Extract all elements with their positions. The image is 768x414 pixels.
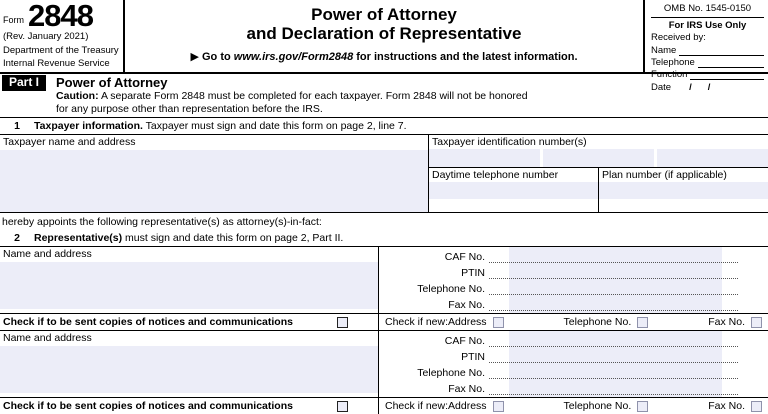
form-url-link[interactable]: www.irs.gov/Form2848 — [233, 51, 354, 63]
department-line-1: Department of the Treasury — [3, 44, 119, 56]
representative-2-copies-row[interactable] — [0, 397, 378, 414]
irs-name-input[interactable] — [679, 45, 764, 56]
taxpayer-tin-input-2[interactable] — [543, 149, 654, 167]
representative-2-caf-input[interactable] — [489, 334, 738, 347]
irs-telephone-label: Telephone — [651, 57, 695, 68]
irs-function-row — [651, 68, 764, 80]
line-1-text: Taxpayer must sign and date this form on page 2, line 7. — [145, 120, 407, 132]
representative-2-new-fax-label: Fax No. — [708, 400, 746, 412]
representative-1-new-address-label: Address — [448, 316, 487, 328]
representative-1-name-address-label: Name and address — [3, 248, 92, 260]
part-1-title: Power of Attorney — [56, 75, 168, 90]
daytime-telephone-input[interactable] — [429, 182, 598, 199]
representative-1-fax-row — [379, 295, 768, 311]
irs-use-only-heading: For IRS Use Only — [668, 20, 747, 31]
representative-2-new-fax-checkbox[interactable] — [751, 401, 762, 412]
representative-1-copies-row[interactable] — [0, 313, 378, 330]
representative-1-new-fax-label: Fax No. — [708, 316, 746, 328]
representative-2-new-address-checkbox[interactable] — [493, 401, 504, 412]
taxpayer-information-block — [0, 135, 768, 213]
representative-1-copies-checkbox[interactable] — [337, 317, 348, 328]
daytime-telephone-cell — [429, 168, 599, 212]
representative-1-details — [379, 247, 768, 330]
plan-number-cell — [599, 168, 768, 212]
goto-instructions-line — [125, 50, 643, 63]
taxpayer-tin-input-3[interactable] — [657, 149, 768, 167]
representative-1-ptin-label: PTIN — [461, 267, 485, 279]
representative-2-new-telephone-label: Telephone No. — [563, 400, 632, 412]
caution-label: Caution: — [56, 90, 99, 102]
representative-1-telephone-label: Telephone No. — [417, 283, 485, 295]
representative-2-telephone-input[interactable] — [489, 366, 738, 379]
form-label: Form — [3, 15, 24, 26]
irs-telephone-row — [651, 56, 764, 68]
taxpayer-tin-inputs — [429, 149, 768, 167]
right-arrow-icon: ▶ — [190, 51, 199, 63]
caution-text-line-2: for any purpose other than representation before the IRS. — [56, 102, 323, 115]
form-title-line-1: Power of Attorney — [311, 5, 457, 24]
representative-1-caf-row — [379, 247, 768, 263]
representative-1-ptin-row — [379, 263, 768, 279]
taxpayer-name-address-input[interactable] — [0, 150, 428, 212]
irs-use-only-block — [645, 0, 768, 93]
goto-prefix: Go to — [202, 51, 231, 63]
representative-1-name-address-cell — [0, 247, 379, 330]
taxpayer-tin-label: Taxpayer identification number(s) — [432, 136, 587, 148]
form-identity-block — [0, 0, 125, 72]
representative-1-ptin-input[interactable] — [489, 266, 738, 279]
part-1-caution — [56, 90, 528, 115]
representative-1-telephone-input[interactable] — [489, 282, 738, 295]
taxpayer-tin-input-1[interactable] — [429, 149, 540, 167]
irs-function-label: Function — [651, 69, 688, 80]
taxpayer-name-address-cell — [0, 135, 429, 212]
plan-number-label: Plan number (if applicable) — [602, 169, 727, 181]
representative-2-check-if-new-row — [379, 397, 768, 414]
line-1-heading — [0, 118, 768, 135]
form-title-block — [125, 0, 645, 72]
line-2-heading — [0, 230, 768, 246]
representative-2-details — [379, 331, 768, 414]
received-by-label: Received by: — [651, 32, 706, 43]
representative-2-ptin-label: PTIN — [461, 351, 485, 363]
representative-2-ptin-input[interactable] — [489, 350, 738, 363]
line-2-number: 2 — [14, 232, 20, 244]
representative-1-name-address-input[interactable] — [0, 262, 378, 309]
representative-2-name-address-cell — [0, 331, 379, 414]
irs-date-slash-1: / — [689, 82, 692, 93]
representative-1-check-if-new-label: Check if new: — [385, 316, 449, 328]
representative-2-fax-label: Fax No. — [448, 383, 485, 395]
representative-2-new-telephone-checkbox[interactable] — [637, 401, 648, 412]
line-2-bold-label: Representative(s) — [34, 232, 123, 244]
representative-1-fax-label: Fax No. — [448, 299, 485, 311]
representative-1-new-fax-checkbox[interactable] — [751, 317, 762, 328]
part-1-tag: Part I — [2, 75, 46, 91]
representative-2-fax-row — [379, 379, 768, 395]
representative-2-copies-label: Check if to be sent copies of notices and communications — [3, 400, 293, 412]
representative-block-2 — [0, 330, 768, 414]
irs-date-slash-2: / — [707, 82, 711, 93]
representative-1-caf-input[interactable] — [489, 250, 738, 263]
representative-1-telephone-row — [379, 279, 768, 295]
representative-2-name-address-label: Name and address — [3, 332, 92, 344]
daytime-telephone-label: Daytime telephone number — [432, 169, 559, 181]
irs-date-label: Date — [651, 82, 672, 93]
representative-1-new-telephone-label: Telephone No. — [563, 316, 632, 328]
irs-function-input[interactable] — [690, 69, 764, 80]
irs-telephone-input[interactable] — [698, 57, 764, 68]
goto-suffix: for instructions and the latest information. — [356, 51, 578, 63]
representative-2-new-address-label: Address — [448, 400, 487, 412]
representative-1-check-if-new-row — [379, 313, 768, 330]
form-number: 2848 — [28, 0, 93, 33]
plan-number-input[interactable] — [599, 182, 768, 199]
representative-2-telephone-label: Telephone No. — [417, 367, 485, 379]
hereby-appoints-text: hereby appoints the following representative(s) as attorney(s)-in-fact: — [2, 216, 322, 228]
omb-number: OMB No. 1545-0150 — [651, 0, 764, 18]
irs-name-row — [651, 44, 764, 56]
line-2-text: must sign and date this form on page 2, Part II. — [125, 232, 344, 244]
taxpayer-tin-cell — [429, 135, 768, 167]
caution-text-line-1: A separate Form 2848 must be completed for each taxpayer. Form 2848 will not be honored — [100, 90, 528, 102]
department-line-2: Internal Revenue Service — [3, 58, 110, 70]
representative-2-check-if-new-label: Check if new: — [385, 400, 449, 412]
representative-2-ptin-row — [379, 347, 768, 363]
irs-name-label: Name — [651, 45, 677, 56]
representative-2-caf-label: CAF No. — [444, 335, 485, 347]
taxpayer-name-address-label: Taxpayer name and address — [3, 136, 136, 148]
representative-1-copies-label: Check if to be sent copies of notices and communications — [3, 316, 293, 328]
line-1-bold-label: Taxpayer information. — [34, 120, 143, 132]
representative-1-caf-label: CAF No. — [444, 251, 485, 263]
representative-2-caf-row — [379, 331, 768, 347]
representative-2-fax-input[interactable] — [489, 382, 738, 395]
representative-1-fax-input[interactable] — [489, 298, 738, 311]
representative-2-telephone-row — [379, 363, 768, 379]
representative-2-copies-checkbox[interactable] — [337, 401, 348, 412]
representative-block-1 — [0, 246, 768, 330]
line-1-number: 1 — [14, 120, 20, 132]
form-revision: (Rev. January 2021) — [3, 31, 89, 43]
form-title-line-2: and Declaration of Representative — [246, 24, 522, 43]
irs-date-row — [651, 80, 764, 93]
representative-1-new-telephone-checkbox[interactable] — [637, 317, 648, 328]
representative-2-name-address-input[interactable] — [0, 346, 378, 393]
representative-1-new-address-checkbox[interactable] — [493, 317, 504, 328]
